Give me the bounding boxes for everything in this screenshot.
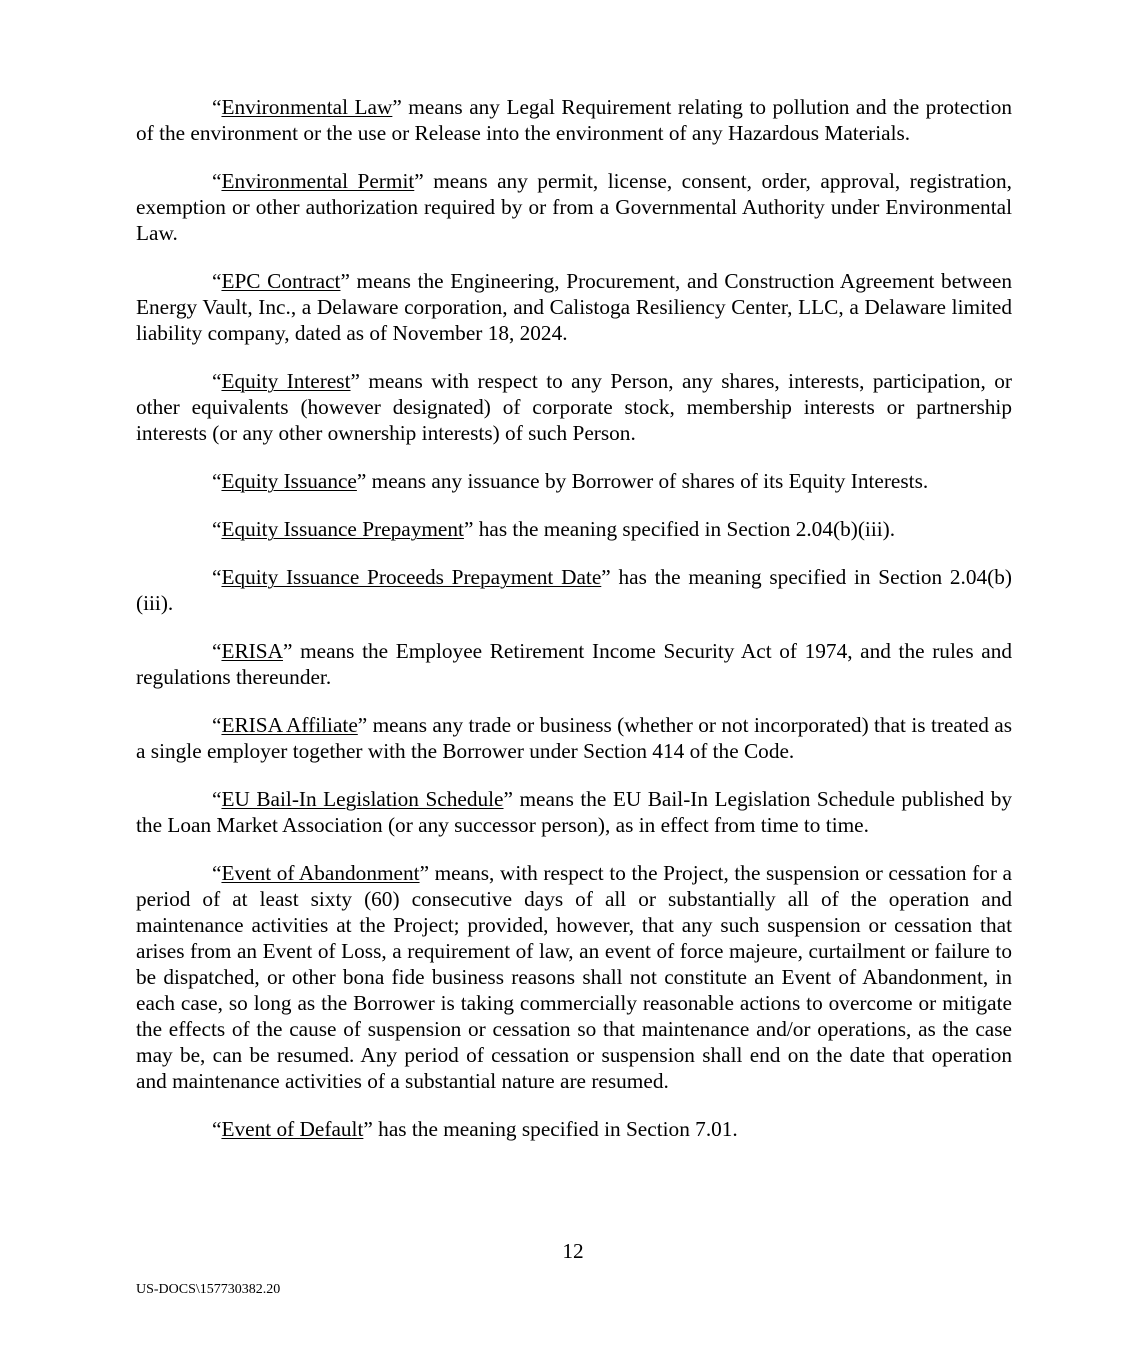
definition-equity-issuance: “Equity Issuance” means any issuance by Borrower of shares of its Equity Interests.	[212, 469, 929, 493]
definition-text: means the EU Bail-In Legislation Schedule published by the Loan Market Association (or any successor person), as in effect from time to time.	[136, 787, 1012, 837]
definition-environmental-permit: “Environmental Permit” means any permit, license, consent, order, approval, registration, exemption or other authorization required by or from a Governmental Authority under Environmental Law.	[136, 169, 1012, 245]
defined-term: Equity Issuance Proceeds Prepayment Date	[221, 565, 602, 589]
defined-term: Equity Issuance	[221, 469, 357, 493]
definition-erisa-affiliate: “ERISA Affiliate” means any trade or business (whether or not incorporated) that is treated as a single employer together with the Borrower under Section 414 of the Code.	[136, 713, 1013, 763]
definition-event-of-abandonment: “Event of Abandonment” means, with respect to the Project, the suspension or cessation for a period of at least sixty (60) consecutive days of all or substantially all of the operation and maintenance activities at the Project; provided, however, that any such suspension or cessation that arises from an Event of Loss, a requirement of law, an event of force majeure, curtailment or failure to be dispatched, or other bona fide business reasons shall not constitute an Event of Abandonment, in each case, so long as the Borrower is taking commercially reasonable actions to overcome or mitigate the effects of the cause of suspension or cessation so that maintenance and/or operations, as the case may be, can be resumed. Any period of cessation or suspension shall end on the date that operation and maintenance activities of a substantial nature are resumed.	[136, 861, 1012, 1093]
definition-text: has the meaning specified in Section 7.01.	[372, 1117, 738, 1141]
defined-term: Event of Abandonment	[221, 861, 420, 885]
document-id: US-DOCS\157730382.20	[136, 1282, 281, 1297]
definition-equity-issuance-proceeds-prepayment-date: “Equity Issuance Proceeds Prepayment Date” has the meaning specified in Section 2.04(b)(iii).	[136, 565, 1012, 615]
definition-text: means with respect to any Person, any shares, interests, participation, or other equivalents (however designated) of corporate stock, membership interests or partnership interests (or any other ownership interests) of such Person.	[136, 369, 1012, 445]
definition-text: means the Employee Retirement Income Security Act of 1974, and the rules and regulations thereunder.	[136, 639, 1012, 689]
page-number: 12	[562, 1239, 584, 1263]
definition-text: means, with respect to the Project, the suspension or cessation for a period of at least sixty (60) consecutive days of all or substantially all of the operation and maintenance activities at the Project; provided, however, that any such suspension or cessation that arises from an Event of Loss, a requirement of law, an event of force majeure, curtailment or failure to be dispatched, or other bona fide business reasons shall not constitute an Event of Abandonment, in each case, so long as the Borrower is taking commercially reasonable actions to overcome or mitigate the effects of the cause of suspension or cessation so that maintenance and/or operations, as the case may be, can be resumed. Any period of cessation or suspension shall end on the date that operation and maintenance activities of a substantial nature are resumed.	[136, 861, 1012, 1093]
definition-eu-bail-in-legislation-schedule: “EU Bail-In Legislation Schedule” means the EU Bail-In Legislation Schedule published by the Loan Market Association (or any successor person), as in effect from time to time.	[136, 787, 1012, 837]
definition-equity-interest: “Equity Interest” means with respect to any Person, any shares, interests, participation, or other equivalents (however designated) of corporate stock, membership interests or partnership interests (or any other ownership interests) of such Person.	[136, 369, 1012, 445]
defined-term: Environmental Permit	[221, 169, 415, 193]
definition-erisa: “ERISA” means the Employee Retirement Income Security Act of 1974, and the rules and regulations thereunder.	[136, 639, 1012, 689]
defined-term: Event of Default	[221, 1117, 364, 1141]
definition-environmental-law: “Environmental Law” means any Legal Requirement relating to pollution and the protection of the environment or the use or Release into the environment of any Hazardous Materials.	[136, 95, 1012, 145]
definition-text: means the Engineering, Procurement, and Construction Agreement between Energy Vault, Inc., a Delaware corporation, and Calistoga Resiliency Center, LLC, a Delaware limited liability company, dated as of November 18, 2024.	[136, 269, 1012, 345]
definition-text: means any issuance by Borrower of shares of its Equity Interests.	[366, 469, 929, 493]
defined-term: ERISA	[221, 639, 283, 663]
definition-text: means any trade or business (whether or not incorporated) that is treated as a single employer together with the Borrower under Section 414 of the Code.	[136, 713, 1013, 763]
defined-term: Environmental Law	[221, 95, 393, 119]
defined-term: EPC Contract	[221, 269, 341, 293]
defined-term: Equity Issuance Prepayment	[221, 517, 464, 541]
definition-text: has the meaning specified in Section 2.04(b)(iii).	[136, 565, 1012, 615]
definition-text: means any permit, license, consent, order, approval, registration, exemption or other authorization required by or from a Governmental Authority under Environmental Law.	[136, 169, 1012, 245]
defined-term: ERISA Affiliate	[221, 713, 358, 737]
defined-term: Equity Interest	[221, 369, 351, 393]
definition-text: has the meaning specified in Section 2.04(b)(iii).	[473, 517, 896, 541]
definition-equity-issuance-prepayment: “Equity Issuance Prepayment” has the meaning specified in Section 2.04(b)(iii).	[212, 517, 896, 541]
definition-text: means any Legal Requirement relating to pollution and the protection of the environment or the use or Release into the environment of any Hazardous Materials.	[136, 95, 1012, 145]
defined-term: EU Bail-In Legislation Schedule	[221, 787, 504, 811]
definition-epc-contract: “EPC Contract” means the Engineering, Procurement, and Construction Agreement between Energy Vault, Inc., a Delaware corporation, and Calistoga Resiliency Center, LLC, a Delaware limited liability company, dated as of November 18, 2024.	[136, 269, 1012, 345]
definition-event-of-default: “Event of Default” has the meaning specified in Section 7.01.	[212, 1117, 738, 1141]
document-body	[136, 94, 1012, 1164]
